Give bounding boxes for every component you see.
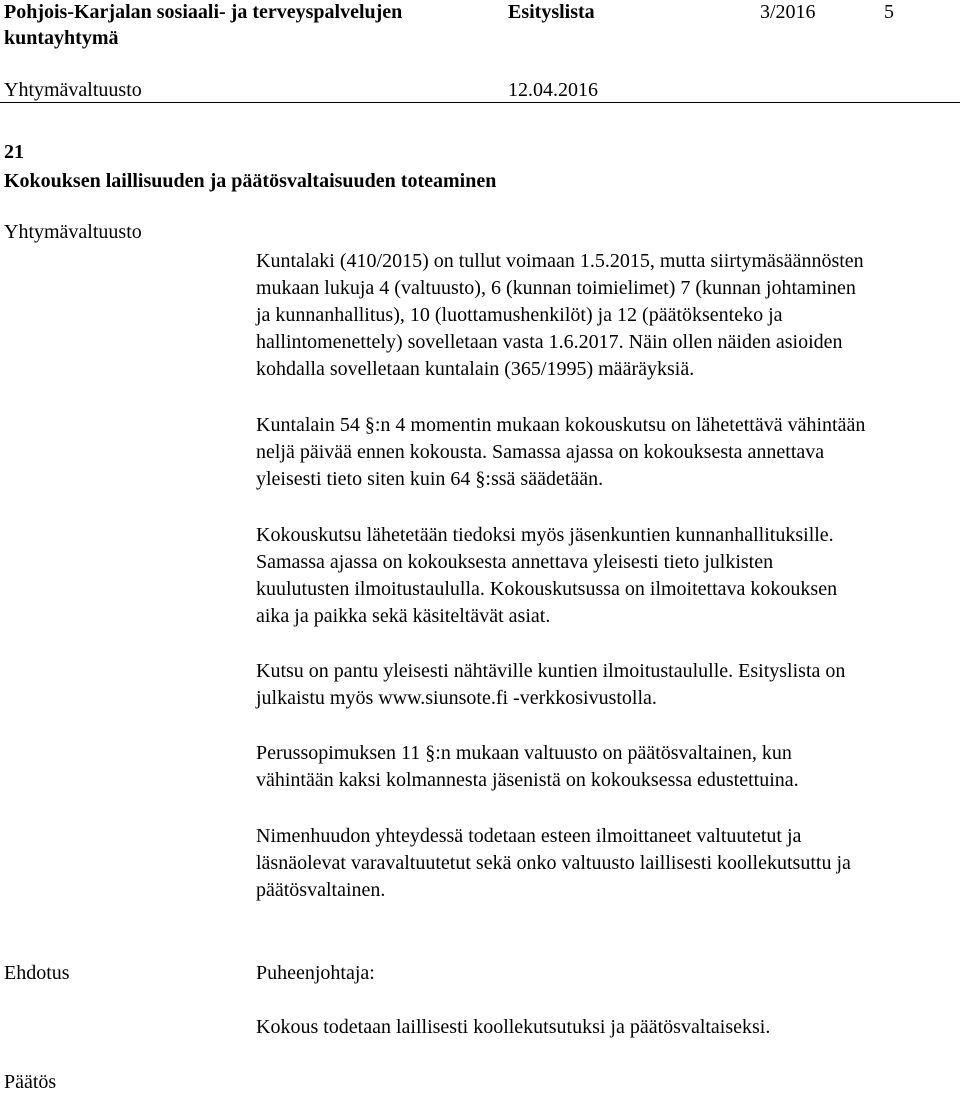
- paragraph-municipal-act: [256, 248, 864, 383]
- text-line: mukaan lukuja 4 (valtuusto), 6 (kunnan toimielimet) 7 (kunnan johtaminen: [256, 277, 856, 299]
- paragraph-quorum: [256, 740, 799, 794]
- text-line: neljä päivää ennen kokousta. Samassa ajassa on kokouksesta annettava: [256, 441, 825, 463]
- text-line: Kuntalain 54 §:n 4 momentin mukaan kokouskutsu on lähetettävä vähintään: [256, 414, 866, 436]
- text-line: ja kunnanhallitus), 10 (luottamushenkilöt) ja 12 (päätöksenteko ja: [256, 304, 783, 326]
- text-line: julkaistu myös www.siunsote.fi -verkkosivustolla.: [256, 687, 657, 709]
- text-line: Perussopimuksen 11 §:n mukaan valtuusto on päätösvaltainen, kun: [256, 742, 792, 764]
- header-divider: [0, 102, 960, 103]
- document-type: Esityslista: [508, 1, 595, 23]
- text-line: Nimenhuudon yhteydessä todetaan esteen ilmoittaneet valtuutetut ja: [256, 825, 802, 847]
- organization-name-line2: kuntayhtymä: [4, 27, 119, 49]
- text-line: päätösvaltainen.: [256, 879, 386, 901]
- body-name: Yhtymävaltuusto: [4, 79, 142, 101]
- text-line: aika ja paikka sekä käsiteltävät asiat.: [256, 605, 551, 627]
- text-line: Kutsu on pantu yleisesti nähtäville kuntien ilmoitustaululle. Esityslista on: [256, 660, 846, 682]
- sidebar-proposal-label: Ehdotus: [4, 962, 70, 984]
- text-line: läsnäolevat varavaltuutetut sekä onko valtuusto laillisesti koollekutsuttu ja: [256, 852, 851, 874]
- item-title: Kokouksen laillisuuden ja päätösvaltaisuuden toteaminen: [4, 170, 497, 192]
- sidebar-decision-label: Päätös: [4, 1071, 57, 1093]
- proposal-text: Kokous todetaan laillisesti koollekutsutuksi ja päätösvaltaiseksi.: [256, 1016, 771, 1038]
- text-line: vähintään kaksi kolmannesta jäsenistä on kokouksessa edustettuina.: [256, 769, 799, 791]
- organization-name-line1: Pohjois-Karjalan sosiaali- ja terveyspalvelujen: [4, 1, 403, 23]
- text-line: Kuntalaki (410/2015) on tullut voimaan 1.5.2015, mutta siirtymäsäännösten: [256, 250, 864, 272]
- paragraph-meeting-notice: [256, 412, 865, 493]
- paragraph-roll-call: [256, 823, 851, 904]
- paragraph-notice-published: [256, 658, 845, 712]
- paragraph-notice-distribution: [256, 522, 837, 630]
- proposal-speaker: Puheenjohtaja:: [256, 962, 375, 984]
- text-line: kohdalla sovelletaan kuntalain (365/1995) määräyksiä.: [256, 358, 695, 380]
- page-number: 5: [884, 1, 894, 23]
- text-line: Kokouskutsu lähetetään tiedoksi myös jäsenkuntien kunnanhallituksille.: [256, 524, 834, 546]
- text-line: Samassa ajassa on kokouksesta annettava yleisesti tieto julkisten: [256, 551, 774, 573]
- document-number: 3/2016: [760, 1, 816, 23]
- text-line: yleisesti tieto siten kuin 64 §:ssä säädetään.: [256, 468, 604, 490]
- text-line: kuulutusten ilmoitustaululla. Kokouskutsussa on ilmoitettava kokouksen: [256, 578, 838, 600]
- sidebar-body-label: Yhtymävaltuusto: [4, 221, 142, 243]
- meeting-date: 12.04.2016: [508, 79, 598, 101]
- item-number: 21: [4, 141, 24, 163]
- text-line: hallintomenettely) sovelletaan vasta 1.6.2017. Näin ollen näiden asioiden: [256, 331, 843, 353]
